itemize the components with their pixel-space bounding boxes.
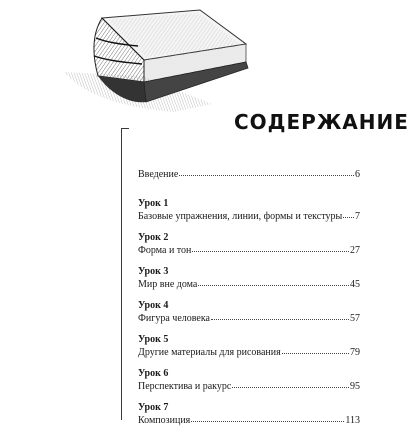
toc-lesson-label: Урок 1 (138, 198, 169, 209)
dot-leader (192, 243, 349, 252)
toc-row (138, 346, 360, 358)
dot-leader (198, 277, 349, 286)
toc-row (138, 168, 360, 180)
dot-leader (343, 209, 354, 218)
toc-page-number: 113 (345, 415, 360, 426)
toc-entry-name: Базовые упражнения, линии, формы и текстуры (138, 211, 343, 222)
toc-entry-name: Форма и тон (138, 245, 192, 256)
dot-leader (282, 345, 349, 354)
toc-page-number: 6 (355, 169, 360, 180)
toc-row (138, 244, 360, 256)
dot-leader (179, 167, 354, 176)
toc-row (138, 380, 360, 392)
toc-entry-lesson-5[interactable] (138, 334, 360, 368)
toc-page-number: 27 (350, 245, 360, 256)
toc-entry-intro[interactable] (138, 168, 360, 198)
toc-lesson-label: Урок 2 (138, 232, 169, 243)
book-illustration (62, 4, 262, 116)
toc-entry-lesson-1[interactable] (138, 198, 360, 232)
toc-lesson-label: Урок 7 (138, 402, 169, 413)
dot-leader (232, 379, 349, 388)
toc-entry-name: Композиция (138, 415, 191, 426)
toc-page-number: 7 (355, 211, 360, 222)
toc-entry-lesson-7[interactable] (138, 402, 360, 436)
toc-entry-name: Мир вне дома (138, 279, 198, 290)
toc-row (138, 210, 360, 222)
toc-entry-lesson-6[interactable] (138, 368, 360, 402)
table-of-contents (138, 168, 360, 436)
frame-top-tick (121, 128, 129, 129)
toc-lesson-label: Урок 3 (138, 266, 169, 277)
toc-entry-lesson-3[interactable] (138, 266, 360, 300)
toc-lesson-label: Урок 5 (138, 334, 169, 345)
toc-entry-lesson-2[interactable] (138, 232, 360, 266)
toc-entry-name: Введение (138, 169, 179, 180)
toc-page-number: 45 (350, 279, 360, 290)
page-title: СОДЕРЖАНИЕ (234, 110, 409, 134)
dot-leader (211, 311, 349, 320)
toc-page-number: 57 (350, 313, 360, 324)
toc-lesson-label: Урок 4 (138, 300, 169, 311)
toc-entry-lesson-4[interactable] (138, 300, 360, 334)
toc-lesson-label: Урок 6 (138, 368, 169, 379)
toc-row (138, 278, 360, 290)
toc-entry-name: Фигура человека (138, 313, 210, 324)
toc-page-number: 95 (350, 381, 360, 392)
dot-leader (191, 413, 344, 422)
toc-entry-name: Другие материалы для рисования (138, 347, 281, 358)
toc-row (138, 414, 360, 426)
frame-vertical-line (121, 128, 122, 420)
toc-page-number: 79 (350, 347, 360, 358)
toc-entry-name: Перспектива и ракурс (138, 381, 232, 392)
toc-row (138, 312, 360, 324)
